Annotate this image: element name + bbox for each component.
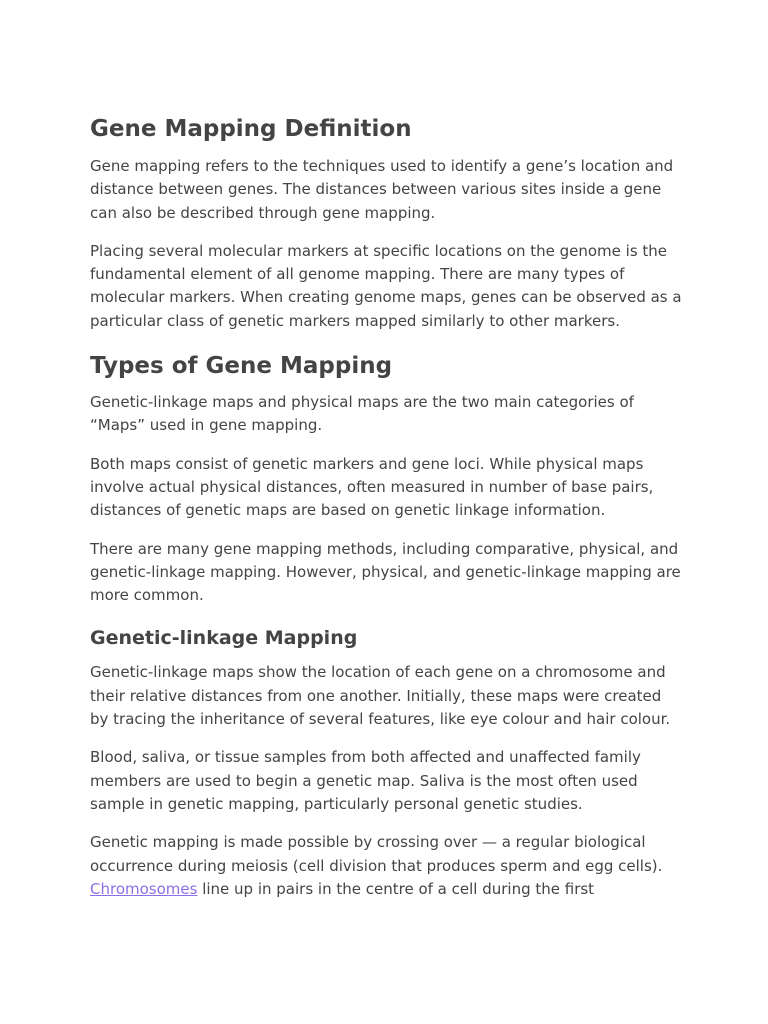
- heading-gene-mapping-definition: Gene Mapping Definition: [90, 116, 412, 142]
- paragraph-types-3: There are many gene mapping methods, including comparative, physical, and genetic-linkage mapping. However, physical, and genetic-linkage mapping are more common.: [90, 539, 681, 605]
- paragraph-types-1: Genetic-linkage maps and physical maps are the two main categories of “Maps” used in gene mapping.: [90, 393, 634, 435]
- paragraph-linkage-3: [90, 831, 682, 901]
- heading-genetic-linkage-mapping: Genetic-linkage Mapping: [90, 627, 358, 650]
- paragraph-types-2: Both maps consist of genetic markers and gene loci. While physical maps involve actual physical distances, often measured in number of base pairs, distances of genetic maps are based on genetic linkage information.: [90, 454, 654, 520]
- chromosomes-link[interactable]: Chromosomes: [90, 879, 198, 898]
- paragraph-linkage-3-text-after: line up in pairs in the centre of a cell during the first: [197, 879, 595, 898]
- paragraph-linkage-2: Blood, saliva, or tissue samples from both affected and unaffected family members are used to begin a genetic map. Saliva is the most often used sample in genetic mapping, particularly personal genetic studies.: [90, 748, 641, 813]
- paragraph-linkage-3-text-before: Genetic mapping is made possible by crossing over — a regular biological occurrence during meiosis (cell division that produces sperm and egg cells).: [90, 833, 663, 875]
- article-body: [90, 112, 682, 901]
- paragraph-definition-1: Gene mapping refers to the techniques used to identify a gene’s location and distance between genes. The distances between various sites inside a gene can also be described through gene mapping.: [90, 157, 674, 222]
- paragraph-definition-2: Placing several molecular markers at specific locations on the genome is the fundamental element of all genome mapping. There are many types of molecular markers. When creating genome maps, genes can be observed as a particular class of genetic markers mapped similarly to other markers.: [90, 241, 682, 330]
- paragraph-linkage-1: Genetic-linkage maps show the location of each gene on a chromosome and their relative distances from one another. Initially, these maps were created by tracing the inheritance of several features, like eye colour and hair colour.: [90, 663, 671, 729]
- heading-types-of-gene-mapping: Types of Gene Mapping: [90, 353, 393, 380]
